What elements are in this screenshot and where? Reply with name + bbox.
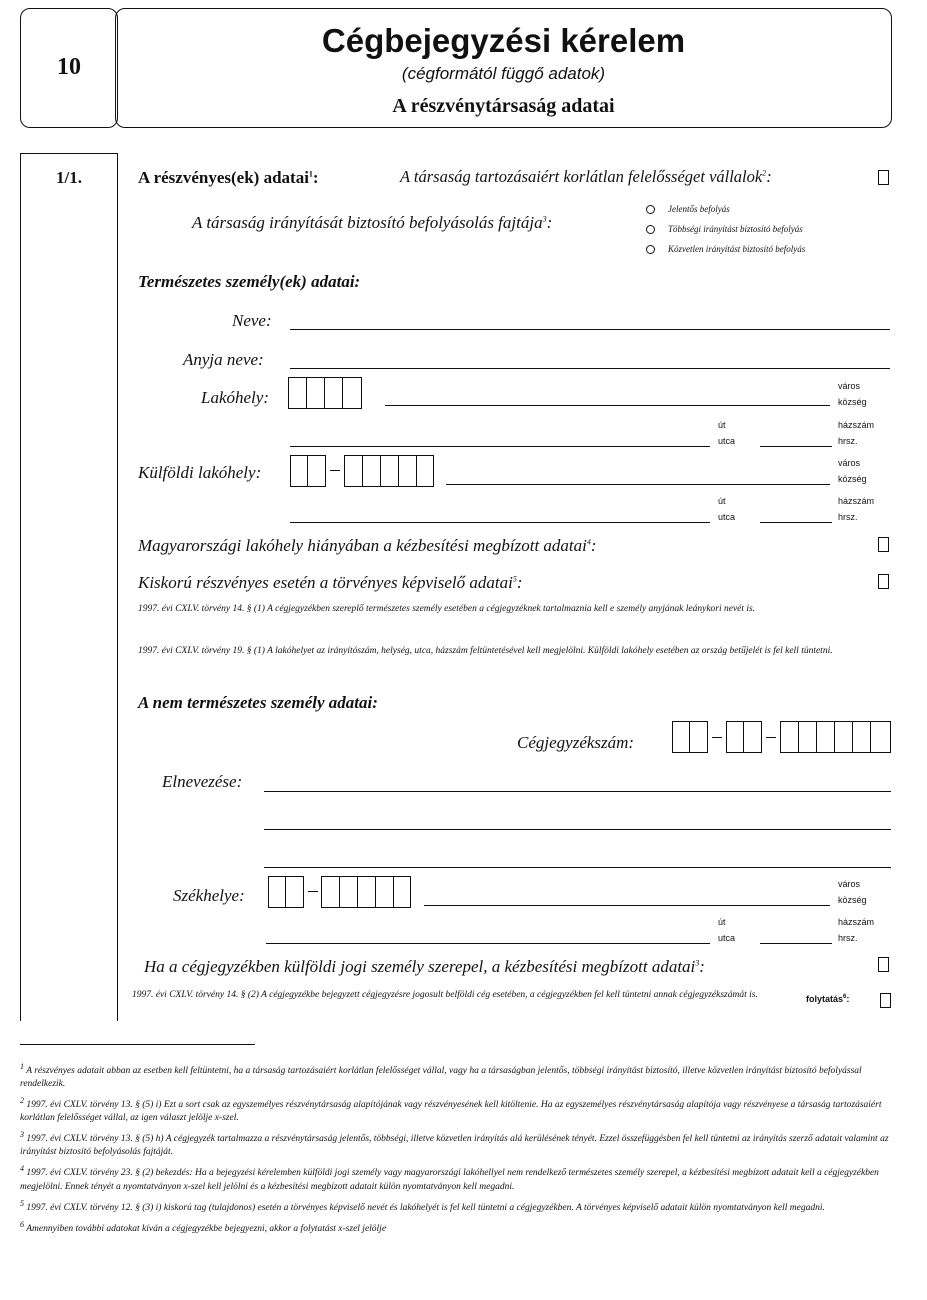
footnote: $^1$ A részvényes adatait abban az esetben kell feltüntetni, ha a társaság tartozásaiért korlátlan felelősséget vállal, vagy ha a társaságban jelentős, többségi irányítást biztosító, illetve közvetlen irányítást biztosító befolyással rendelkezik.: [20, 1062, 862, 1090]
code-separator: [712, 737, 722, 738]
entity-name-label: Elnevezése:: [162, 772, 243, 791]
road-label: út: [718, 496, 726, 506]
foreign-country-code-field[interactable]: [290, 455, 326, 487]
residence-house-number-field[interactable]: [760, 446, 832, 447]
registry-number-label: Cégjegyzékszám:: [517, 733, 635, 752]
residence-street-field[interactable]: [290, 446, 710, 447]
influence-option-label: Többségi irányítást biztosító befolyás: [668, 224, 803, 234]
seat-street-field[interactable]: [266, 943, 710, 944]
road-label: út: [718, 420, 726, 430]
delivery-agent-label: Magyarországi lakóhely hiányában a kézbesítési megbízott adatai$^4$:: [138, 536, 597, 555]
form-number: 10: [57, 54, 81, 80]
road-label: út: [718, 917, 726, 927]
mother-name-field[interactable]: [290, 368, 890, 369]
footnote: $^2$ 1997. évi CXLV. törvény 13. § (5) i) Ezt a sort csak az egyszemélyes részvénytársaság alapítójának vagy részvényesének kell kitöltenie. Ha az egyszemélyes részvénytársaság alapítója vagy részvényese a társaság tartozásaiért korlátlan felelősséget vállal, az igen választ jelölje x-szel.: [20, 1096, 882, 1124]
city-label: város: [838, 879, 861, 889]
legal-person-heading: A nem természetes személy adatai:: [138, 693, 378, 712]
city-label: város: [838, 381, 861, 391]
influence-option-label: Jelentős befolyás: [668, 204, 730, 214]
seat-label: Székhelye:: [173, 886, 245, 905]
seat-city-field[interactable]: [424, 905, 830, 906]
house-number-label: házszám: [838, 420, 875, 430]
influence-option-label: Közvetlen irányítást biztosító befolyás: [668, 244, 806, 254]
unlimited-liability-checkbox[interactable]: [878, 170, 889, 185]
lot-label: hrsz.: [838, 512, 858, 522]
footnote: $^3$ 1997. évi CXLV. törvény 13. § (5) h) A cégjegyzék tartalmazza a részvénytársaság jelentős, többségi, illetve közvetlen irányítás alá kerülésének tényét. Ezzel összefüggésben fel kell tüntetni az irányítás szerző adatait valamint az irányítást biztosító befolyásolás fajtáját.: [20, 1130, 889, 1158]
name-field[interactable]: [290, 329, 890, 330]
city-label: város: [838, 458, 861, 468]
residence-postcode-field[interactable]: [288, 377, 362, 409]
seat-postcode-field[interactable]: [321, 876, 411, 908]
continuation-label: folytatás$^6$:: [806, 994, 850, 1004]
house-number-label: házszám: [838, 496, 875, 506]
footnote: $^6$ Amennyiben további adatokat kíván a cégjegyzékbe bejegyezni, akkor a folytatást x-szel jelölje: [20, 1219, 387, 1234]
mother-name-label: Anyja neve:: [183, 350, 264, 369]
influence-label: A társaság irányítását biztosító befolyásolás fajtája$^3$:: [192, 213, 553, 232]
seat-house-number-field[interactable]: [760, 943, 832, 944]
registry-court-code-field[interactable]: [672, 721, 708, 753]
foreign-agent-checkbox[interactable]: [878, 957, 889, 972]
unlimited-liability-label: A társaság tartozásaiért korlátlan felelősséget vállalok$^2$:: [400, 167, 772, 186]
village-label: község: [838, 397, 867, 407]
note-mother-name: 1997. évi CXLV. törvény 14. § (1) A cégjegyzékben szereplő természetes személy esetében a cégjegyzéknek tartalmaznia kell e személy anyjának leánykori nevét is.: [138, 604, 756, 614]
page-subtitle: (cégformától függő adatok): [401, 64, 606, 83]
minor-representative-checkbox[interactable]: [878, 574, 889, 589]
shareholder-heading: A részvényes(ek) adatai$^1$:: [138, 168, 319, 187]
code-separator: [308, 891, 318, 892]
footnote-divider: [20, 1044, 255, 1045]
section-number: 1/1.: [56, 168, 82, 187]
lot-label: hrsz.: [838, 933, 858, 943]
street-label: utca: [718, 933, 736, 943]
name-label: Neve:: [232, 311, 272, 330]
street-label: utca: [718, 512, 736, 522]
footnote: $^4$ 1997. évi CXLV. törvény 23. § (2) bekezdés: Ha a bejegyzési kérelemben külföldi jogi személy vagy magyarországi lakóhellyel nem rendelkező természetes személy szerepel, a kézbesítési megbízott adatait kell a cégjegyzékben megjelölni. Ennek tényét a nyomtatványon x-szel kell jelölni és a kézbesítési megbízott adatait külön nyomtatványon kell megadni.: [20, 1164, 879, 1192]
house-number-label: házszám: [838, 917, 875, 927]
section-number-column: [20, 153, 118, 1021]
page-title: Cégbejegyzési kérelem: [321, 22, 686, 59]
section-title: A részvénytársaság adatai: [392, 95, 615, 117]
residence-label: Lakóhely:: [201, 388, 269, 407]
influence-radio-significant[interactable]: [646, 205, 655, 214]
footnote: $^5$ 1997. évi CXLV. törvény 12. § (3) i) kiskorú tag (tulajdonos) esetén a törvényes képviselő nevét és lakóhelyét is fel kell tüntetni a cégjegyzékben. A törvényes képviselő adatait külön nyomtatványon kell megadni.: [20, 1198, 825, 1213]
street-label: utca: [718, 436, 736, 446]
delivery-agent-checkbox[interactable]: [878, 537, 889, 552]
foreign-house-number-field[interactable]: [760, 522, 832, 523]
foreign-residence-label: Külföldi lakóhely:: [138, 463, 262, 482]
entity-name-field-2[interactable]: [264, 829, 891, 830]
entity-name-field-1[interactable]: [264, 791, 891, 792]
residence-city-field[interactable]: [385, 405, 830, 406]
influence-radio-direct[interactable]: [646, 245, 655, 254]
minor-representative-label: Kiskorú részvényes esetén a törvényes képviselő adatai$^5$:: [138, 573, 523, 592]
entity-name-field-3[interactable]: [264, 867, 891, 868]
code-separator: [766, 737, 776, 738]
registry-form-code-field[interactable]: [726, 721, 762, 753]
footnotes: [20, 1060, 895, 1236]
lot-label: hrsz.: [838, 436, 858, 446]
foreign-street-field[interactable]: [290, 522, 710, 523]
seat-country-code-field[interactable]: [268, 876, 304, 908]
note-registry-number: 1997. évi CXLV. törvény 14. § (2) A cégjegyzékbe bejegyzett cégjegyzésre jogosult belföldi cég esetében, a cégjegyzékben fel kell tüntetni annak cégjegyzékszámát is.: [132, 990, 758, 1000]
influence-radio-majority[interactable]: [646, 225, 655, 234]
foreign-postcode-field[interactable]: [344, 455, 434, 487]
note-residence: 1997. évi CXLV. törvény 19. § (1) A lakóhelyet az irányítószám, helység, utca, házszám feltüntetésével kell megjelölni. Külföldi lakóhely esetében az ország betűjelét is fel kell tüntetni.: [138, 646, 833, 656]
village-label: község: [838, 474, 867, 484]
foreign-agent-label: Ha a cégjegyzékben külföldi jogi személy szerepel, a kézbesítési megbízott adatai$^3$:: [144, 957, 705, 976]
registry-serial-field[interactable]: [780, 721, 891, 753]
code-separator: [330, 470, 340, 471]
foreign-city-field[interactable]: [446, 484, 830, 485]
natural-person-heading: Természetes személy(ek) adatai:: [138, 272, 361, 291]
village-label: község: [838, 895, 867, 905]
continuation-checkbox[interactable]: [880, 993, 891, 1008]
